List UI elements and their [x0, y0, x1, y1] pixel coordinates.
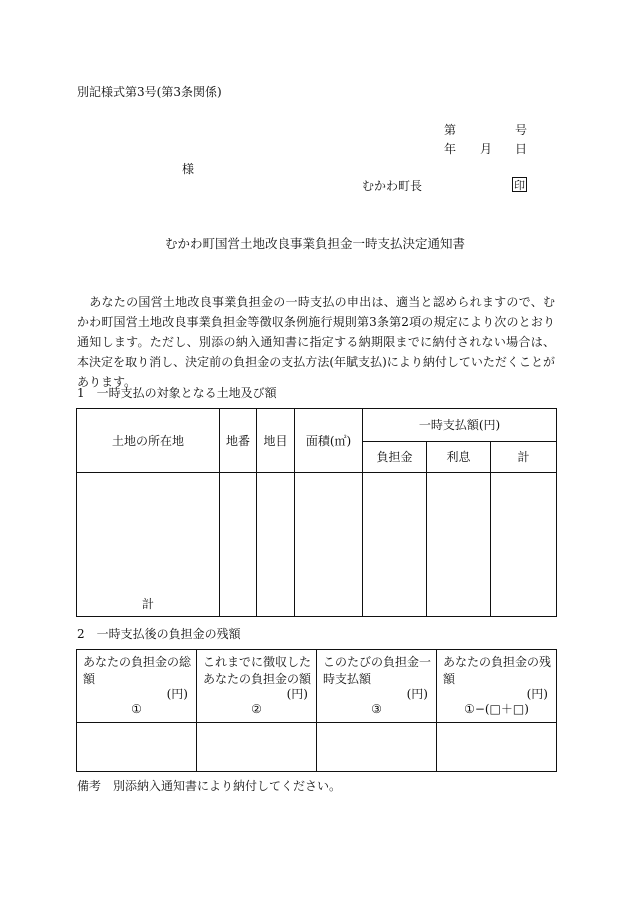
cell-total[interactable] [491, 473, 557, 617]
cell-chimoku[interactable] [257, 473, 295, 617]
remaining-burden-table [76, 649, 557, 772]
col-collected-amount: これまでに徴収したあなたの負担金の額 (円) ② [197, 650, 317, 723]
header-chimoku: 地目 [257, 409, 295, 473]
cell-burden[interactable] [363, 473, 427, 617]
cell-area[interactable] [295, 473, 363, 617]
header-area: 面積(㎡) [295, 409, 363, 473]
date-year-label: 年 [444, 142, 457, 156]
value-total-burden[interactable] [77, 723, 197, 772]
addressee-honorific: 様 [182, 162, 195, 176]
notice-body: あなたの国営土地改良事業負担金の一時支払の申出は、適当と認められますので、むかわ町国営土地改良事業負担金等徴収条例施行規則第3条第2項の規定により次のとおり通知します。ただし、別添の納入通知書に指定する納期限までに納付されない場合は、本決定を取り消し、決定前の負担金の支払方法(年賦支払)により納付していただくことがあります。 [77, 295, 555, 389]
date-day-label: 日 [515, 142, 528, 156]
col-lump-sum-payment: このたびの負担金一時支払額 (円) ③ [317, 650, 437, 723]
header-interest: 利息 [427, 442, 491, 473]
section2-heading: 2 一時支払後の負担金の残額 [77, 627, 241, 641]
col-remaining-amount: あなたの負担金の残額 (円) ①−(□＋□) [437, 650, 557, 723]
remark-note: 備考 別添納入通知書により納付してください。 [77, 779, 342, 793]
header-chiban: 地番 [220, 409, 257, 473]
number-go-label: 号 [515, 123, 528, 137]
date-month-label: 月 [480, 142, 493, 156]
header-payment: 一時支払額(円) [363, 409, 557, 442]
document-title: むかわ町国営土地改良事業負担金一時支払決定通知書 [164, 236, 465, 251]
value-remaining-amount[interactable] [437, 723, 557, 772]
cell-chiban[interactable] [220, 473, 257, 617]
total-row-label: 計 [77, 473, 220, 617]
header-location: 土地の所在地 [77, 409, 220, 473]
seal-mark: 印 [514, 179, 525, 192]
land-payment-table [76, 408, 557, 617]
value-lump-sum-payment[interactable] [317, 723, 437, 772]
header-total: 計 [491, 442, 557, 473]
form-number: 別記様式第3号(第3条関係) [77, 85, 222, 99]
col-total-burden: あなたの負担金の総額 (円) ① [77, 650, 197, 723]
cell-interest[interactable] [427, 473, 491, 617]
value-collected-amount[interactable] [197, 723, 317, 772]
number-dai-label: 第 [444, 123, 457, 137]
section1-heading: 1 一時支払の対象となる土地及び額 [77, 386, 277, 400]
issuer-name: むかわ町長 [362, 179, 423, 193]
header-burden: 負担金 [363, 442, 427, 473]
